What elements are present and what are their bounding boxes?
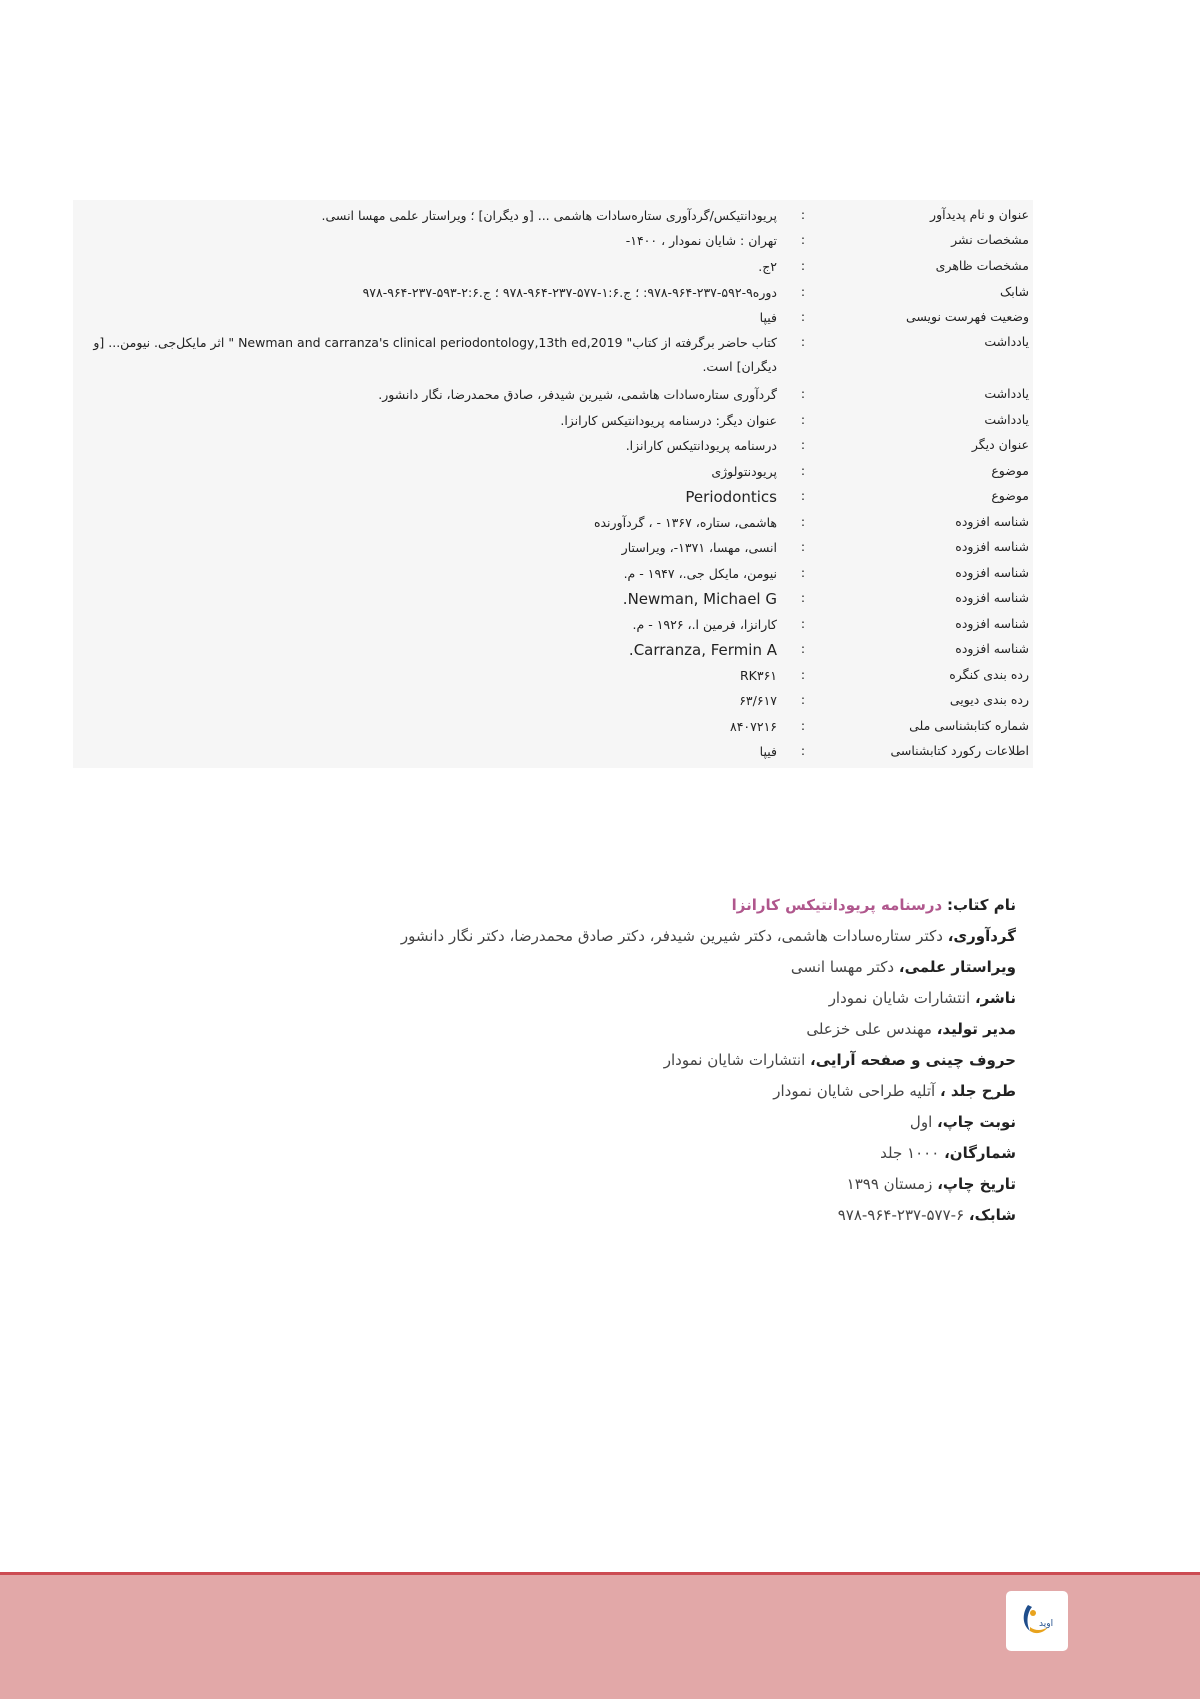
- colophon-value: انتشارات شایان نمودار: [663, 1051, 806, 1069]
- colophon-value: ۶-۵۷۷-۲۳۷-۹۶۴-۹۷۸: [837, 1206, 965, 1224]
- catalog-label: وضعیت فهرست نویسی: [905, 309, 1029, 324]
- logo-text: اوید: [1039, 1619, 1054, 1629]
- catalog-colon: :: [800, 309, 806, 324]
- colophon-label: نام کتاب:: [946, 896, 1016, 914]
- catalog-value: تهران : شایان نمودار ، ۱۴۰۰-: [625, 233, 777, 248]
- colophon-value: اول: [909, 1113, 933, 1131]
- catalog-value: پریودانتیکس/گردآوری ستاره‌سادات هاشمی ... [و دیگران] ؛ ویراستار علمی مهسا انسی.: [321, 208, 777, 223]
- catalog-colon: :: [800, 692, 806, 707]
- colophon-label: شمارگان،: [944, 1144, 1016, 1162]
- colophon-label: گردآوری،: [947, 927, 1016, 945]
- colophon-value: آتلیه طراحی شایان نمودار: [773, 1082, 936, 1100]
- book-title: درسنامه پریودانتیکس کارانزا: [731, 896, 943, 914]
- catalog-label: شناسه افزوده: [955, 514, 1029, 529]
- catalog-row: [73, 331, 1033, 381]
- catalog-colon: :: [800, 463, 806, 478]
- publisher-logo-icon: [1006, 1591, 1068, 1651]
- colophon-line: [380, 1200, 1016, 1231]
- colophon-value: ۱۰۰۰ جلد: [880, 1144, 940, 1162]
- catalog-colon: :: [800, 437, 806, 452]
- catalog-label: یادداشت: [984, 412, 1029, 427]
- catalog-label: شناسه افزوده: [955, 641, 1029, 656]
- catalog-value: Carranza, Fermin A.: [628, 641, 777, 659]
- catalog-colon: :: [800, 590, 806, 605]
- catalog-row: [73, 664, 1033, 686]
- catalog-row: [73, 715, 1033, 737]
- catalog-label: رده بندی کنگره: [949, 667, 1029, 682]
- catalog-colon: :: [800, 514, 806, 529]
- colophon-label: حروف چینی و صفحه آرایی،: [810, 1051, 1016, 1069]
- catalog-label: عنوان دیگر: [971, 437, 1029, 452]
- colophon-value: مهندس علی خزعلی: [806, 1020, 932, 1038]
- colophon-label: نوبت چاپ،: [937, 1113, 1016, 1131]
- catalog-colon: :: [800, 565, 806, 580]
- colophon-line: [380, 1107, 1016, 1138]
- catalog-value: ۶۳/۶۱۷: [739, 693, 777, 708]
- catalog-value: انسی، مهسا، ۱۳۷۱-، ویراستار: [621, 540, 777, 555]
- colophon-label: طرح جلد ،: [939, 1082, 1016, 1100]
- colophon-line: [380, 921, 1016, 952]
- catalog-colon: :: [800, 667, 806, 682]
- catalog-colon: :: [800, 334, 806, 349]
- colophon-value: زمستان ۱۳۹۹: [846, 1175, 933, 1193]
- catalog-colon: :: [800, 232, 806, 247]
- catalog-value: Newman, Michael G.: [622, 590, 777, 608]
- colophon-label: شابک،: [968, 1206, 1016, 1224]
- colophon-label: مدیر تولید،: [936, 1020, 1016, 1038]
- catalog-colon: :: [800, 743, 806, 758]
- catalog-colon: :: [800, 488, 806, 503]
- catalog-value: کتاب حاضر برگرفته از کتاب" Newman and carranza's clinical periodontology,13th ed,2019 " اثر مایکل‌جی. نیومن... [و دیگران] است.: [93, 335, 777, 374]
- catalog-row: [73, 460, 1033, 482]
- catalog-value: فیپا: [759, 310, 777, 325]
- catalog-colon: :: [800, 284, 806, 299]
- catalog-label: شابک: [1000, 284, 1029, 299]
- colophon-line: [380, 1138, 1016, 1169]
- catalog-row: [73, 281, 1033, 303]
- catalog-label: شناسه افزوده: [955, 539, 1029, 554]
- colophon-label: ویراستار علمی،: [898, 958, 1016, 976]
- catalog-label: موضوع: [991, 463, 1029, 478]
- catalog-label: مشخصات ظاهری: [935, 258, 1029, 273]
- colophon-label: تاریخ چاپ،: [937, 1175, 1016, 1193]
- colophon-value: دکتر ستاره‌سادات هاشمی، دکتر شیرین شیدفر، دکتر صادق محمدرضا، دکتر نگار دانشور: [400, 927, 943, 945]
- catalog-label: شناسه افزوده: [955, 616, 1029, 631]
- colophon-line: [380, 983, 1016, 1014]
- catalog-value: نیومن، مایکل جی.، ۱۹۴۷ - م.: [623, 566, 777, 581]
- colophon-line: [380, 1076, 1016, 1107]
- catalog-value: دوره۹-۵۹۲-۲۳۷-۹۶۴-۹۷۸: ؛ ج.۱:۶-۵۷۷-۲۳۷-۹۶۴-۹۷۸ ؛ ج.۲:۶-۵۹۳-۲۳۷-۹۶۴-۹۷۸: [362, 285, 777, 300]
- catalog-row: [73, 689, 1033, 711]
- catalog-value: کارانزا، فرمین ا.، ۱۹۲۶ - م.: [632, 617, 777, 632]
- catalog-label: عنوان و نام پدیدآور: [930, 207, 1029, 222]
- colophon-line: [380, 1045, 1016, 1076]
- catalog-colon: :: [800, 641, 806, 656]
- catalog-value: درسنامه پریودانتیکس کارانزا.: [625, 438, 777, 453]
- catalog-row: [73, 409, 1033, 431]
- colophon-label: ناشر،: [974, 989, 1016, 1007]
- colophon-line: [380, 1014, 1016, 1045]
- catalog-value: ۸۴۰۷۲۱۶: [730, 719, 777, 734]
- colophon-value: دکتر مهسا انسی: [790, 958, 895, 976]
- catalog-value: هاشمی، ستاره، ۱۳۶۷ - ، گردآورنده: [593, 515, 777, 530]
- catalog-row: [73, 511, 1033, 533]
- colophon-line: [380, 890, 1016, 921]
- catalog-colon: :: [800, 718, 806, 733]
- catalog-value: RK۳۶۱: [739, 668, 777, 683]
- cip-catalog-table: [73, 200, 1033, 768]
- catalog-row: [73, 638, 1033, 660]
- colophon-value: انتشارات شایان نمودار: [828, 989, 971, 1007]
- catalog-label: رده بندی دیویی: [949, 692, 1029, 707]
- catalog-row: [73, 255, 1033, 277]
- catalog-label: مشخصات نشر: [951, 232, 1029, 247]
- catalog-value: گردآوری ستاره‌سادات هاشمی، شیرین شیدفر، صادق محمدرضا، نگار دانشور.: [378, 387, 777, 402]
- catalog-value: Periodontics: [685, 488, 777, 506]
- publisher-logo: [1006, 1591, 1068, 1651]
- catalog-row: [73, 229, 1033, 251]
- catalog-label: یادداشت: [984, 386, 1029, 401]
- catalog-value: پریودنتولوژی: [711, 464, 777, 479]
- book-colophon: [380, 890, 1016, 1231]
- catalog-value: فیپا: [759, 744, 777, 759]
- catalog-value: عنوان دیگر: درسنامه پریودانتیکس کارانزا.: [560, 413, 777, 428]
- catalog-label: یادداشت: [984, 334, 1029, 349]
- colophon-line: [380, 1169, 1016, 1200]
- catalog-value: ۲ج.: [758, 259, 777, 274]
- catalog-row: [73, 204, 1033, 226]
- catalog-row: [73, 434, 1033, 456]
- catalog-row: [73, 383, 1033, 405]
- catalog-colon: :: [800, 386, 806, 401]
- catalog-colon: :: [800, 258, 806, 273]
- catalog-row: [73, 587, 1033, 609]
- catalog-colon: :: [800, 207, 806, 222]
- catalog-row: [73, 740, 1033, 762]
- catalog-label: اطلاعات رکورد کتابشناسی: [890, 743, 1029, 758]
- catalog-label: موضوع: [991, 488, 1029, 503]
- catalog-label: شناسه افزوده: [955, 590, 1029, 605]
- colophon-line: [380, 952, 1016, 983]
- catalog-row: [73, 613, 1033, 635]
- catalog-row: [73, 485, 1033, 507]
- catalog-label: شماره کتابشناسی ملی: [909, 718, 1029, 733]
- catalog-colon: :: [800, 539, 806, 554]
- catalog-row: [73, 536, 1033, 558]
- catalog-row: [73, 306, 1033, 328]
- catalog-label: شناسه افزوده: [955, 565, 1029, 580]
- catalog-row: [73, 562, 1033, 584]
- catalog-colon: :: [800, 412, 806, 427]
- catalog-colon: :: [800, 616, 806, 631]
